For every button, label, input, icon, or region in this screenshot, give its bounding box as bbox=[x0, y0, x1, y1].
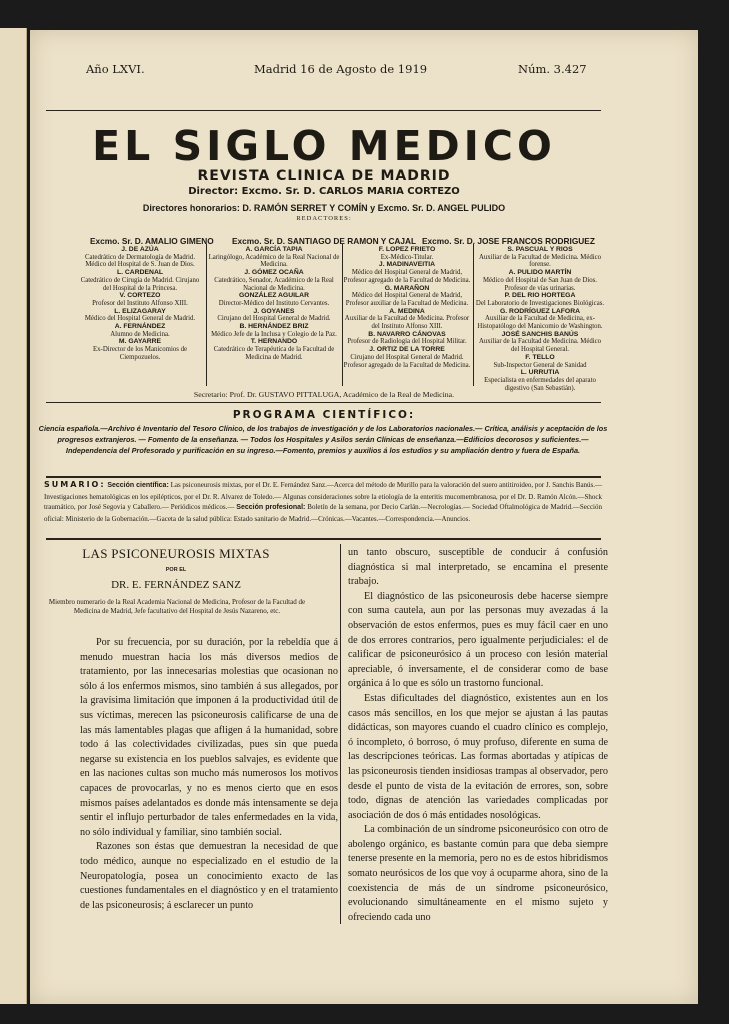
editor-name: J. MADINAVEITIA bbox=[378, 261, 436, 269]
sumario-rule bbox=[46, 538, 601, 540]
column-divider bbox=[473, 244, 474, 386]
sumario-label: SUMARIO: bbox=[44, 480, 106, 489]
editor-name: A. GARCÍA TAPIA bbox=[245, 246, 303, 253]
programa-rule bbox=[46, 476, 601, 478]
editor-desc: Profesor de Radiología del Hospital Militar. bbox=[347, 338, 467, 346]
editor-desc: Auxiliar de la Facultad de Medicina. Profesor del Instituto Alfonso XIII. bbox=[344, 315, 470, 331]
article-right-column bbox=[348, 546, 608, 925]
article-paragraph: El diagnóstico de las psiconeurosis debe hacerse siempre con suma cautela, aun por las personas muy avezadas á la observación de estos enfermos, pues es muy fácil caer en uno de dos errores contrarios, pero igualmente perjudiciales: el de calificar de psiconeurósico á un proceso con lesión material apreciable, ó inversamente, el de considerar como de base orgánica á lo que es sólo un trastorno funcional. bbox=[348, 590, 608, 690]
article-title: LAS PSICONEUROSIS MIXTAS bbox=[82, 546, 270, 561]
article-author: DR. E. FERNÁNDEZ SANZ bbox=[111, 579, 241, 591]
editor-name: GONZÁLEZ AGUILAR bbox=[239, 292, 309, 300]
editor-name: G. RODRÍGUEZ LAFORA bbox=[499, 307, 581, 315]
article-paragraph: Estas dificultades del diagnóstico, existentes aun en los casos más sencillos, en los que mejor se ajustan á las pautas didácticas, son mayores cuando el cuadro clínico es complejo, ó incompleto, ó borroso, ó muy profuso, diferente en suma de las descripciones teóricas. Las formas abortadas y atípicas de las psiconeurosis tienden insidiosas trampas al observador, pero desde el punto de vista de la evitación de errores, son, sobre todo, dignas de atención las variedades complicadas por asociación de dos ó más entidades nosológicas. bbox=[348, 692, 608, 821]
sumario-section-profesional: Sección profesional: bbox=[236, 504, 306, 512]
article-paragraph: Por su frecuencia, por su duración, por la rebeldía que á menudo muestran hacia los más diversos medios de tratamiento, por las innecesarias molestias que ocasionan no sólo á los enfermos mismos, sino también á sus allegados, por la gravísima limitación que imponen á la productividad útil de sus víctimas, merecen las psiconeurosis calificarse de una de las más lamentables plagas que afligen á la humanidad, sobre todo á las colectividades civilizadas, pues sin que pueda negarse su existencia en los pueblos salvajes, es evidente que en las naciones cultas son mucho más numerosos los motivos capaces de provocarlas, y no es menos cierto que en esos mismos países adelantados es donde más intensamente se deja sentir el influjo perturbador de tales enfermedades en la vida, no sólo individual y familiar, sino también social. bbox=[80, 637, 338, 838]
secretary-line: Secretario: Prof. Dr. GUSTAVO PITTALUGA, Académico de la Real de Medicina. bbox=[193, 390, 455, 399]
issue-year: Año LXVI. bbox=[86, 62, 145, 76]
editors-column-4 bbox=[475, 246, 605, 392]
editor-name: G. MARAÑON bbox=[384, 284, 430, 292]
sumario-cientifica-text: Las psiconeurosis mixtas, por el Dr. E. Fernández Sanz.—Acerca del método de Murillo para la valoración del suero antitiroideo, por J. Sanchis Banús.—Investigaciones hematológicas en los epilépticos, por el Dr. R. Alvarez de Toledo.— Algunas consideraciones sobre la etiología de la enteritis mucomembranosa, por el Dr. D. Ramón Alcón.—Shock traumático, por José Segovia y Caballero.— Periódicos médicos.— bbox=[44, 481, 603, 512]
article-paragraph: Razones son éstas que demuestran la necesidad de que todo médico, aunque no especializado en el estudio de la Neuropatología, posea un conocimiento exacto de las cuestiones fundamentales en el diagnóstico y en el tratamiento de las psiconeurosis; á esclarecer un punto bbox=[80, 841, 338, 911]
editor-name: F. LOPEZ FRIETO bbox=[378, 246, 436, 253]
editor-head-gimeno: Excmo. Sr. D. AMALIO GIMENO bbox=[90, 236, 214, 246]
editor-name: L. CARDENAL bbox=[116, 269, 164, 277]
article-paragraph: un tanto obscuro, susceptible de conducir á confusión diagnóstica si mal interpretado, se encamina el presente trabajo. bbox=[348, 547, 608, 588]
editor-desc: Profesor del Instituto Alfonso XIII. bbox=[92, 299, 188, 307]
editor-desc: Catedrático de Cirugía de Madrid. Cirujano del Hospital de la Princesa. bbox=[80, 276, 200, 292]
editor-name: F. TELLO bbox=[525, 353, 555, 361]
editor-name: P. DEL RIO HORTEGA bbox=[504, 292, 576, 300]
header-rule bbox=[46, 110, 601, 111]
editor-desc: Alumno de Medicina. bbox=[110, 330, 170, 338]
editor-name: A. FERNÁNDEZ bbox=[114, 323, 166, 331]
issue-number: Núm. 3.427 bbox=[518, 62, 587, 76]
column-divider bbox=[206, 244, 207, 386]
editor-name: J. GOYANES bbox=[253, 307, 295, 315]
editor-desc: Médico del Hospital General de Madrid. bbox=[84, 315, 196, 323]
editor-desc: Catedrático de Terapéutica de la Facultad de Medicina de Madrid. bbox=[213, 346, 335, 361]
issue-date: Madrid 16 de Agosto de 1919 bbox=[254, 62, 428, 76]
article-column-divider bbox=[340, 544, 341, 924]
editor-desc: Especialista en enfermedades del aparato digestivo (San Sebastián). bbox=[484, 376, 596, 392]
editor-desc: Sub-Inspector General de Sanidad bbox=[493, 361, 587, 369]
editor-desc: Auxiliar de la Facultad de Medicina, ex-Histopatólogo del Manicomio de Washington. bbox=[477, 315, 603, 331]
editor-desc: Médico del Hospital de San Juan de Dios. Profesor de vías urinarias. bbox=[482, 276, 598, 292]
editors-column-2 bbox=[208, 246, 340, 362]
editor-desc: Del Laboratorio de Investigaciones Biológicas. bbox=[475, 299, 605, 307]
sumario-block bbox=[44, 480, 602, 524]
sumario-profesional-text: Boletín de la semana, por Decio Carlán.—Necrologías.— Sociedad Oftalmológica de Madrid.—Sección oficial: Ministerio de la Gobernación.—Gaceta de la salud pública: Estado sanitario de Madrid.—Crónicas.—Vacantes.—Correspondencia.—Anuncios. bbox=[44, 503, 603, 523]
editor-name: A. MEDINA bbox=[389, 307, 425, 315]
masthead-subtitle: REVISTA CLINICA DE MADRID bbox=[197, 168, 451, 184]
editor-desc: Ex-Director de los Manicomios de Ciempozuelos. bbox=[93, 346, 187, 361]
editor-desc: Auxiliar de la Facultad de Medicina. Médico forense. bbox=[478, 253, 602, 269]
editor-name: J. DE AZÚA bbox=[121, 246, 159, 253]
editors-column-3 bbox=[342, 246, 472, 369]
secretary-rule bbox=[46, 402, 601, 403]
editor-name: S. PASCUAL Y RIOS bbox=[507, 246, 573, 253]
editor-desc: Catedrático de Dermatología de Madrid. Médico del Hospital de S. Juan de Dios. bbox=[84, 253, 196, 269]
editor-name: T. HERNANDO bbox=[250, 338, 298, 346]
article-paragraph: La combinación de un síndrome psiconeurósico con otro de abolengo orgánico, es bastante común para que deba siempre tenerse presente en la memoria, pero no es de estos hibridismos somato neurósicos de los que voy á ocuparme ahora, sino de la coexistencia de más de un síndrome psiconeurósico, evolucionando simultáneamente en el mismo sujeto y ofreciendo cada uno bbox=[348, 824, 608, 923]
masthead-honorary: Directores honorarios: D. RAMÓN SERRET Y COMÍN y Excmo. Sr. D. ANGEL PULIDO bbox=[142, 203, 506, 213]
editor-name: J. ORTIZ DE LA TORRE bbox=[369, 346, 445, 354]
editor-desc: Cirujano del Hospital General de Madrid. Profesor agregado de la Facultad de Medicina. bbox=[343, 353, 471, 369]
editor-name: J. GÓMEZ OCAÑA bbox=[244, 269, 304, 277]
editor-name: V. CORTEZO bbox=[119, 292, 161, 300]
editor-desc: Médico del Hospital General de Madrid, Profesor auxiliar de la Facultad de Medicina. bbox=[345, 292, 469, 307]
editor-desc: Médico Jefe de la Inclusa y Colegio de la Paz. bbox=[211, 330, 337, 338]
editor-name: JOSÉ SANCHIS BANÚS bbox=[501, 330, 579, 338]
redactores-label: REDACTORES: bbox=[296, 215, 352, 222]
editor-head-francos: Excmo. Sr. D. JOSE FRANCOS RODRIGUEZ bbox=[422, 236, 595, 246]
editor-desc: Ex-Médico-Titular. bbox=[380, 253, 434, 261]
article-left-column bbox=[80, 636, 338, 913]
editor-name: B. NAVARRO CÁNOVAS bbox=[368, 330, 446, 338]
programa-text: Ciencia española.—Archivo é Inventario del Tesoro Clínico, de los trabajos de investigación y de los Laboratorios nacionales.— Crítica, análisis y aceptación de los progresos extranjeros. — Fomento de la enseñanza. — Todos los Hospitales y Asilos serán Clínicas de enseñanza.—Edificios decorosos y suficientes.—Independencia del Profesorado y purificación en su ingreso.—Fomento, premios y auxilios á los estudios y su ampliación dentro y fuera de España. bbox=[38, 424, 608, 456]
article-credentials: Miembro numerario de la Real Academia Nacional de Medicina, Profesor de la Facultad de Medicina de Madrid, Jefe facultativo del Hospital de Jesús Nazareno, etc. bbox=[48, 598, 306, 615]
previous-page-edge bbox=[0, 28, 27, 1004]
editor-desc: Auxiliar de la Facultad de Medicina. Médico del Hospital General. bbox=[478, 338, 602, 354]
masthead-title: EL SIGLO MEDICO bbox=[92, 122, 556, 170]
editor-name: M. GAYARRE bbox=[118, 338, 162, 346]
editor-desc: Médico del Hospital General de Madrid, Profesor agregado de la Facultad de Medicina. bbox=[343, 269, 471, 284]
editor-desc: Cirujano del Hospital General de Madrid. bbox=[217, 315, 331, 323]
editors-column-1 bbox=[76, 246, 204, 362]
editor-desc: Catedrático, Senador, Académico de la Real Nacional de Medicina. bbox=[214, 276, 334, 292]
programa-title: PROGRAMA CIENTÍFICO: bbox=[232, 409, 416, 421]
editor-name: A. PULIDO MARTÍN bbox=[508, 269, 572, 277]
sumario-section-cientifica: Sección científica: bbox=[107, 482, 169, 489]
editor-name: L. URRUTIA bbox=[520, 369, 560, 377]
article-por: POR EL bbox=[165, 567, 187, 573]
editor-name: L. ELIZAGARAY bbox=[114, 307, 166, 315]
editor-desc: Laringólogo, Académico de la Real Nacional de Medicina. bbox=[208, 253, 340, 269]
editor-desc: Director-Médico del Instituto Cervantes. bbox=[218, 299, 330, 307]
masthead-director: Director: Excmo. Sr. D. CARLOS MARIA CORTEZO bbox=[188, 186, 460, 197]
editor-name: B. HERNÁNDEZ BRIZ bbox=[239, 323, 309, 331]
editor-head-cajal: Excmo. Sr. D. SANTIAGO DE RAMON Y CAJAL bbox=[232, 236, 417, 246]
